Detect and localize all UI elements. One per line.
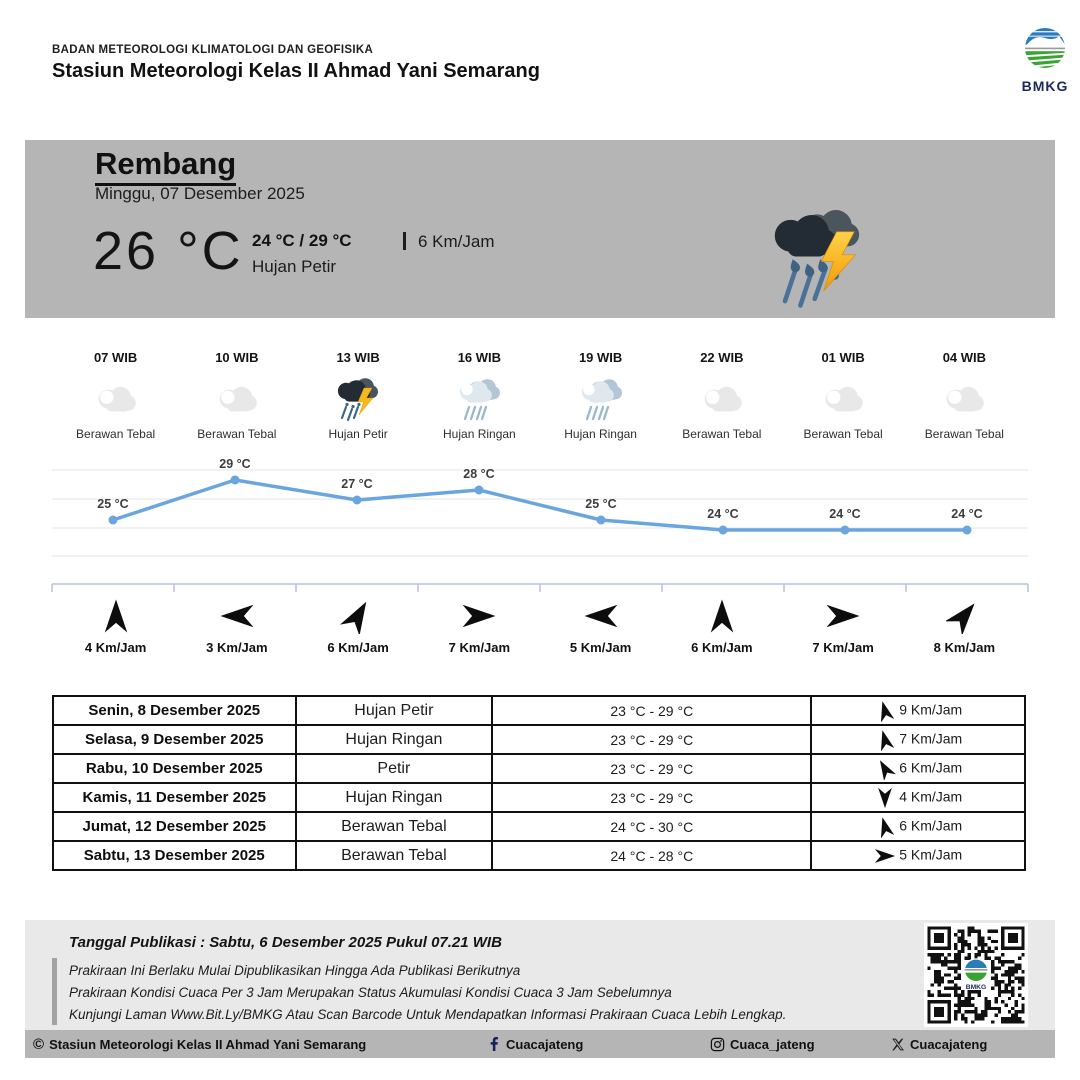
publication-notes <box>69 960 786 1026</box>
temp-range-cell: 23 °C - 29 °C <box>492 696 811 725</box>
wind-direction-indicator <box>403 232 406 250</box>
temperature-chart <box>25 455 1055 595</box>
wind-direction-arrow-icon <box>540 598 661 639</box>
condition-cell: Hujan Ringan <box>296 725 493 754</box>
wind-direction-arrow-icon <box>55 598 176 639</box>
wind-speed-label: 5 Km/Jam <box>569 640 632 655</box>
condition-label: Hujan Ringan <box>564 427 637 441</box>
hourly-forecast-item <box>419 350 540 446</box>
qr-code <box>924 923 1028 1027</box>
hujan-ringan-icon <box>540 375 661 425</box>
copyright-icon: © <box>33 1035 45 1053</box>
note-line: Kunjungi Laman Www.Bit.Ly/BMKG Atau Scan Barcode Untuk Mendapatkan Informasi Prakiraan Cuaca Lebih Lengkap. <box>69 1007 787 1022</box>
x-handle: Cuacajateng <box>910 1036 988 1052</box>
wind-direction-arrow-icon <box>419 598 540 639</box>
wind-forecast-item <box>176 598 297 660</box>
wind-direction-arrow-icon <box>176 598 297 639</box>
wind-forecast-item <box>540 598 661 660</box>
wind-direction-arrow-icon <box>298 598 419 639</box>
temp-range-cell: 24 °C - 28 °C <box>492 841 811 870</box>
wind-cell: 9 Km/Jam <box>811 696 1025 725</box>
copyright-item <box>33 1030 366 1058</box>
wind-speed-label: 3 Km/Jam <box>206 640 268 655</box>
berawan-tebal-icon <box>904 375 1025 425</box>
condition-cell: Hujan Ringan <box>296 783 493 812</box>
wind-direction-arrow-icon <box>904 598 1025 639</box>
wind-speed-label: 8 Km/Jam <box>933 640 996 655</box>
bmkg-logo-icon <box>1019 59 1071 76</box>
day-cell: Rabu, 10 Desember 2025 <box>53 754 296 783</box>
condition-label: Hujan Ringan <box>443 427 516 441</box>
svg-text:24 °C: 24 °C <box>707 507 739 521</box>
temp-range-cell: 23 °C - 29 °C <box>492 725 811 754</box>
bmkg-logo-label: BMKG <box>1021 78 1069 94</box>
wind-speed-label: 6 Km/Jam <box>691 640 753 655</box>
current-wind-speed: 6 Km/Jam <box>418 232 495 251</box>
header <box>52 44 1069 94</box>
copyright-text: Stasiun Meteorologi Kelas II Ahmad Yani Semarang <box>49 1036 367 1052</box>
wind-direction-arrow-icon <box>783 598 904 639</box>
wind-direction-arrow-icon <box>874 846 899 862</box>
hour-label: 10 WIB <box>215 350 259 365</box>
berawan-tebal-icon <box>661 375 782 425</box>
wind-direction-arrow-icon <box>874 730 899 746</box>
hujan-ringan-icon <box>419 375 540 425</box>
facebook-icon <box>487 1037 501 1051</box>
hourly-forecast-item <box>783 350 904 446</box>
table-row <box>53 754 1025 783</box>
wind-speed-label: 6 Km/Jam <box>327 640 389 655</box>
svg-text:25 °C: 25 °C <box>97 497 129 511</box>
daily-forecast-table <box>52 695 1026 871</box>
storm-cloud-lightning-icon <box>763 204 873 309</box>
wind-forecast-item <box>298 598 419 660</box>
condition-cell: Berawan Tebal <box>296 812 493 841</box>
condition-label: Hujan Petir <box>328 427 388 441</box>
condition-label: Berawan Tebal <box>76 427 156 441</box>
wind-cell: 6 Km/Jam <box>811 754 1025 783</box>
wind-forecast-item <box>783 598 904 660</box>
hourly-forecast-item <box>298 350 419 446</box>
condition-label: Berawan Tebal <box>197 427 277 441</box>
instagram-icon <box>710 1037 725 1052</box>
city-name: Rembang <box>95 146 236 186</box>
table-row <box>53 725 1025 754</box>
wind-forecast-item <box>661 598 782 660</box>
wind-direction-arrow-icon <box>874 701 899 717</box>
temp-range-cell: 23 °C - 29 °C <box>492 754 811 783</box>
hourly-forecast-item <box>55 350 176 446</box>
note-accent-bar <box>52 958 57 1025</box>
condition-label: Berawan Tebal <box>682 427 762 441</box>
svg-text:24 °C: 24 °C <box>951 507 983 521</box>
wind-forecast-item <box>904 598 1025 660</box>
wind-cell: 6 Km/Jam <box>811 812 1025 841</box>
temp-range-cell: 23 °C - 29 °C <box>492 783 811 812</box>
hourly-forecast-item <box>540 350 661 446</box>
hourly-forecast-item <box>661 350 782 446</box>
condition-cell: Berawan Tebal <box>296 841 493 870</box>
svg-text:BMKG: BMKG <box>965 984 987 992</box>
hourly-forecast-item <box>176 350 297 446</box>
wind-cell: 7 Km/Jam <box>811 725 1025 754</box>
wind-forecast-item <box>419 598 540 660</box>
day-cell: Jumat, 12 Desember 2025 <box>53 812 296 841</box>
facebook-handle: Cuacajateng <box>506 1036 584 1052</box>
day-cell: Senin, 8 Desember 2025 <box>53 696 296 725</box>
table-row <box>53 696 1025 725</box>
table-row <box>53 783 1025 812</box>
condition-cell: Petir <box>296 754 493 783</box>
note-line: Prakiraan Kondisi Cuaca Per 3 Jam Merupakan Status Akumulasi Kondisi Cuaca 3 Jam Sebelumnya <box>69 985 672 1000</box>
note-line: Prakiraan Ini Berlaku Mulai Dipublikasikan Hingga Ada Publikasi Berikutnya <box>69 963 521 978</box>
x-icon <box>891 1038 905 1051</box>
station-name: Stasiun Meteorologi Kelas II Ahmad Yani Semarang <box>52 60 540 82</box>
agency-name: BADAN METEOROLOGI KLIMATOLOGI DAN GEOFISIKA <box>52 44 374 56</box>
hourly-forecast-item <box>904 350 1025 446</box>
hour-label: 22 WIB <box>700 350 744 365</box>
table-row <box>53 841 1025 870</box>
day-cell: Sabtu, 13 Desember 2025 <box>53 841 296 870</box>
condition-cell: Hujan Petir <box>296 696 493 725</box>
bmkg-logo <box>1005 26 1080 94</box>
wind-direction-arrow-icon <box>874 788 899 804</box>
wind-forecast-item <box>55 598 176 660</box>
hour-label: 13 WIB <box>336 350 380 365</box>
hour-label: 04 WIB <box>942 350 987 365</box>
current-temperature: 26 °C <box>93 221 244 281</box>
hujan-petir-icon <box>298 375 419 425</box>
svg-text:24 °C: 24 °C <box>829 507 861 521</box>
table-row <box>53 812 1025 841</box>
berawan-tebal-icon <box>55 375 176 425</box>
current-condition: Hujan Petir <box>252 257 337 276</box>
wind-forecast-row <box>55 598 1025 660</box>
wind-direction-arrow-icon <box>874 817 899 833</box>
day-cell: Selasa, 9 Desember 2025 <box>53 725 296 754</box>
wind-speed-label: 4 Km/Jam <box>84 640 147 655</box>
temperature-range: 24 °C / 29 °C <box>252 231 352 250</box>
wind-direction-arrow-icon <box>874 759 899 775</box>
instagram-handle: Cuaca_jateng <box>730 1036 815 1052</box>
svg-text:28 °C: 28 °C <box>463 467 495 481</box>
wind-speed-label: 7 Km/Jam <box>812 640 874 655</box>
svg-text:27 °C: 27 °C <box>341 477 373 491</box>
berawan-tebal-icon <box>176 375 297 425</box>
wind-direction-arrow-icon <box>661 598 782 639</box>
current-conditions-panel <box>25 140 1055 318</box>
temp-range-cell: 24 °C - 30 °C <box>492 812 811 841</box>
hour-label: 01 WIB <box>821 350 865 365</box>
svg-text:25 °C: 25 °C <box>585 497 617 511</box>
wind-speed-label: 7 Km/Jam <box>448 640 511 655</box>
hour-label: 19 WIB <box>578 350 623 365</box>
svg-text:29 °C: 29 °C <box>219 457 251 471</box>
wind-cell: 5 Km/Jam <box>811 841 1025 870</box>
hourly-forecast <box>55 350 1025 446</box>
instagram-item <box>710 1030 815 1058</box>
bottom-bar <box>25 1030 1055 1058</box>
publication-footer <box>25 920 1055 1030</box>
condition-label: Berawan Tebal <box>924 427 1004 441</box>
condition-label: Berawan Tebal <box>803 427 883 441</box>
forecast-date: Minggu, 07 Desember 2025 <box>95 184 305 203</box>
hour-label: 16 WIB <box>457 350 502 365</box>
day-cell: Kamis, 11 Desember 2025 <box>53 783 296 812</box>
wind-cell: 4 Km/Jam <box>811 783 1025 812</box>
berawan-tebal-icon <box>783 375 904 425</box>
hour-label: 07 WIB <box>93 350 138 365</box>
facebook-item <box>487 1030 583 1058</box>
publication-date: Tanggal Publikasi : Sabtu, 6 Desember 2025 Pukul 07.21 WIB <box>69 934 502 951</box>
x-item <box>891 1030 987 1058</box>
